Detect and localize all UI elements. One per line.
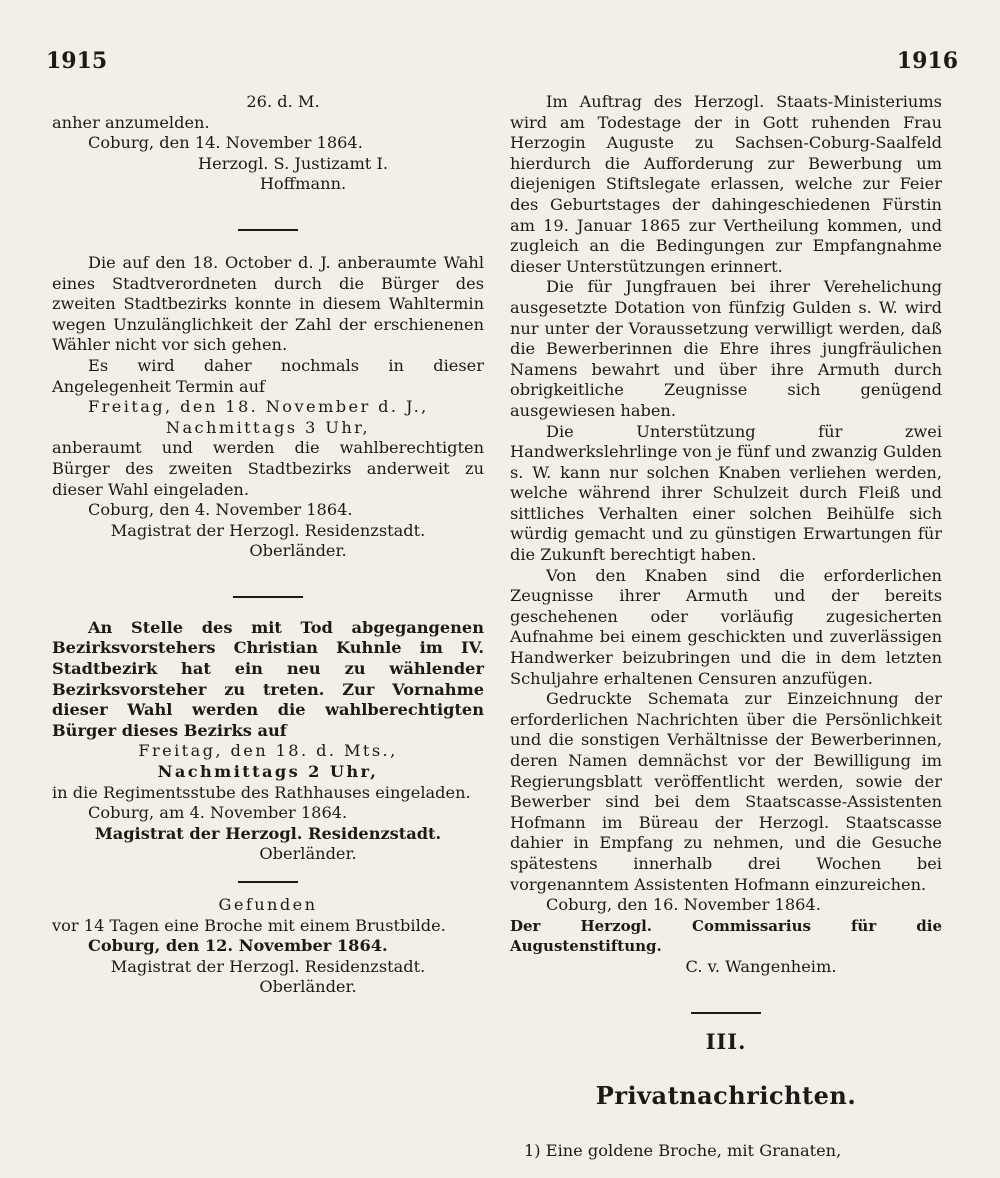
notice-office: Magistrat der Herzogl. Residenzstadt. [110,956,426,976]
notice-paragraph: Gedruckte Schemata zur Einzeichnung der erforderlichen Nachrichten über die Persönlichkeit und die sonstigen Verhältnisse der Bewerberinnen, deren Namen demnächst vor der Bewilligung im Regierungsblatt veröffentlicht werden, sowie der Bewerber sind bei dem Staatscasse-Assistenten Hofmann im Büreau der Herzogl. Staatscasse dahier in Empfang zu nehmen, und die Gesuche spätestens innerhalb drei Wochen bei vorgenanntem Assistenten Hofmann einzureichen. [510,689,942,894]
separator-rule [238,881,298,883]
section-title: Privatnachrichten. [595,1081,857,1111]
page-number-left: 1915 [46,48,108,74]
notice-office: Der Herzogl. Commissarius für die Augustenstiftung. [510,916,942,956]
classified-item: 1) Eine goldene Broche, mit Granaten, [524,1140,842,1160]
notice-day: Freitag, den 18. November d. J., [88,397,429,417]
notice-text: in die Regimentsstube des Rathhauses eingeladen. [52,782,471,802]
notice-signature: C. v. Wangenheim. [685,956,837,976]
notice-paragraph: Die für Jungfrauen bei ihrer Verehelichung ausgesetzte Dotation von fünfzig Gulden s. W. wird nur unter der Voraussetzung verwilligt werden, daß die Bewerberinnen die Ehre ihres jungfräulichen Namens bewahrt und über ihre Armuth durch obrigkeitliche Zeugnisse sich genügend ausgewiesen haben. [510,277,942,420]
notice-gefunden [52,895,484,998]
notice-justizamt [52,92,484,195]
notice-date: Coburg, den 4. November 1864. [88,500,353,520]
notice-date: Coburg, am 4. November 1864. [88,803,348,823]
notice-office: Magistrat der Herzogl. Residenzstadt. [94,823,442,843]
notice-reference: 26. d. M. [246,92,320,111]
left-column [52,92,484,998]
notice-bezirksvorsteher [52,618,484,865]
separator-rule [233,596,303,598]
right-column [510,92,942,1161]
notice-line: anher anzumelden. [52,112,210,132]
notice-signature: Hoffmann. [259,174,347,194]
notice-date: Coburg, den 16. November 1864. [546,895,821,915]
notice-heading: Gefunden [218,895,318,914]
notice-signature: Oberländer. [259,844,357,864]
notice-paragraph: Die Unterstützung für zwei Handwerkslehrlinge von je fünf und zwanzig Gulden s. W. kann nur solchen Knaben verliehen werden, welche während ihrer Schulzeit durch Fleiß und sittliches Verhalten einer solchen Beihülfe sich würdig gemacht und zu günstigen Erwartungen für die Zukunft berechtigt haben. [510,421,942,565]
notice-text: An Stelle des mit Tod abgegangenen Bezirksvorstehers Christian Kuhnle im IV. Stadtbezirk hat ein neu zu wählender Bezirksvorsteher zu treten. Zur Vornahme dieser Wahl werden die wahlberechtigten Bürger dieses Bezirks auf [52,617,484,740]
notice-time: Nachmittags 2 Uhr, [157,762,379,782]
notice-day: Freitag, den 18. d. Mts., [138,741,398,761]
separator-rule [691,1012,761,1014]
notice-text: Die auf den 18. October d. J. anberaumte Wahl eines Stadtverordneten durch die Bürger des zweiten Stadtbezirks konnte in diesem Wahltermin wegen Unzulänglichkeit der Zahl der erschienenen Wähler nicht vor sich gehen. [52,252,484,355]
notice-paragraph: Von den Knaben sind die erforderlichen Zeugnisse ihrer Armuth und der bereits geschehenen oder vorläufig zugesicherten Aufnahme bei einem geschickten und zuverlässigen Handwerker beizubringen und die in dem letzten Schuljahre erhaltenen Censuren anzufügen. [510,565,942,688]
notice-time: Nachmittags 3 Uhr, [165,417,371,437]
separator-rule [238,229,298,231]
notice-augustenstiftung [510,92,942,978]
notice-signature: Oberländer. [249,541,347,561]
section-number: III. [705,1028,747,1054]
notice-paragraph: Im Auftrag des Herzogl. Staats-Ministeriums wird am Todestage der in Gott ruhenden Frau Herzogin Auguste zu Sachsen-Coburg-Saalfeld hierdurch die Aufforderung zur Bewerbung um diejenigen Stiftslegate erlassen, welche zur Feier des Geburtstages der dahingeschiedenen Fürstin am 19. Januar 1865 zur Vertheilung kommen, und zugleich an die Bedingungen zur Empfangnahme dieser Unterstützungen erinnert. [510,92,942,276]
notice-text: Es wird daher nochmals in dieser Angelegenheit Termin auf [52,355,484,396]
notice-text: anberaumt und werden die wahlberechtigten Bürger des zweiten Stadtbezirks anderweit zu dieser Wahl eingeladen. [52,438,484,499]
notice-text: vor 14 Tagen eine Broche mit einem Brustbilde. [52,915,446,935]
notice-date: Coburg, den 14. November 1864. [88,133,363,153]
notice-date: Coburg, den 12. November 1864. [88,936,388,956]
notice-office: Herzogl. S. Justizamt I. [198,153,388,173]
page-number-right: 1916 [896,48,958,74]
notice-signature: Oberländer. [259,977,357,997]
notice-wahl-stadtverordneter [52,253,484,562]
notice-office: Magistrat der Herzogl. Residenzstadt. [110,520,426,540]
